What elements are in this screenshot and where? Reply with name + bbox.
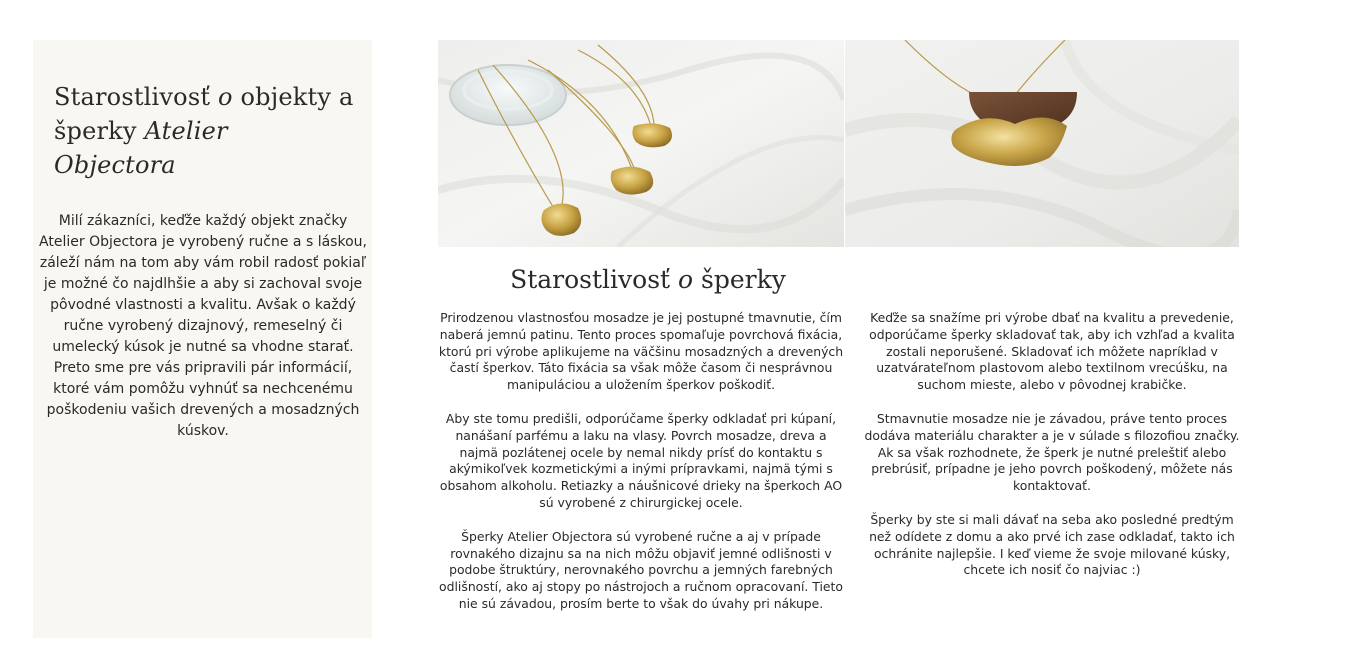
care-paragraph: Prirodzenou vlastnosťou mosadze je jej postupné tmavnutie, čím naberá jemnú patinu. Tento proces spomaľuje povrchová fixácia, ktorú pri výrobe aplikujeme na väčšinu mosadzných a drevených častí šperkov. Táto fixácia sa však môže časom či nesprávnou manipuláciou a uložením šperkov poškodiť. [438,310,844,393]
section-title-text: Starostlivosť [510,265,679,294]
sidebar-title-o: o [218,83,233,111]
sidebar-title-brand: Atelier Objectora [54,117,228,179]
sidebar-intro-text: Milí zákazníci, keďže každý objekt značky Atelier Objectora je vyrobený ručne a s láskou, záleží nám na tom aby vám robil radosť pokiaľ je možné čo najdlhšie a aby si zachoval svoje pôvodné vlastnosti a kvalitu. Avšak o každý ručne vyrobený dizajnový, remeselný či umelecký kúsok je nutné sa vhodne starať. Preto sme pre vás pripravili pár informácií, ktoré vám pomôžu vyhnúť sa nechcenému poškodeniu vašich drevených a mosadzných kúskov. [39,213,367,439]
sidebar-title [54,80,354,182]
care-paragraph: Keďže sa snažíme pri výrobe dbať na kvalitu a prevedenie, odporúčame šperky skladovať tak, aby ich vzhľad a kvalita zostali neporušené. Skladovať ich môžete napríklad v uzatvárateľnom plastovom alebo textilnom vrecúšku, na suchom mieste, alebo v pôvodnej krabičke. [869,310,1235,393]
sidebar-title-text: Starostlivosť [54,83,219,111]
care-text-right-column [862,310,1242,596]
jewelry-photo-pendant [845,40,1239,247]
section-title-text-2: šperky [693,265,786,294]
care-paragraph: Šperky by ste si mali dávať na seba ako posledné predtým než odídete z domu a ako prvé ich zase odkladať, takto ich ochránite najlepšie. I keď vieme že svoje milované kúsky, chcete ich nosiť čo najviac :) [869,511,1235,578]
care-paragraph: Aby ste tomu predišli, odporúčame šperky odkladať pri kúpaní, nanášaní parfému a laku na vlasy. Povrch mosadze, dreva a najmä pozlátenej ocele by nemal nikdy prísť do kontaktu s akýmikoľvek kozmetickými a inými prípravkami, najmä tými s obsahom alkoholu. Retiazky a náušnicové drieky na šperkoch AO sú vyrobené z chirurgickej ocele. [439,410,843,510]
care-text-left-column [436,310,846,630]
care-paragraph: Šperky Atelier Objectora sú vyrobené ručne a aj v prípade rovnakého dizajnu sa na nich môžu objaviť jemné odlišnosti v podobe štruktúry, nerovnakého povrchu a jemných farebných odlišností, ako aj stopy po nástrojoch a ručnom opracovaní. Tieto nie sú závadou, prosím berte to však do úvahy pri nákupe. [439,528,843,611]
section-title [438,262,858,298]
section-title-o: o [678,265,694,294]
jewelry-photo-necklaces [438,40,844,247]
care-paragraph: Stmavnutie mosadze nie je závadou, práve tento proces dodáva materiálu charakter a je v súlade s filozofiou značky. Ak sa však rozhodnete, že šperk je nutné preleštiť alebo prebrúsiť, prípadne je jeho povrch poškodený, môžete nás kontaktovať. [864,410,1240,494]
sidebar-panel [33,40,372,638]
sidebar-title-text-2: objekty a šperky [54,83,354,145]
